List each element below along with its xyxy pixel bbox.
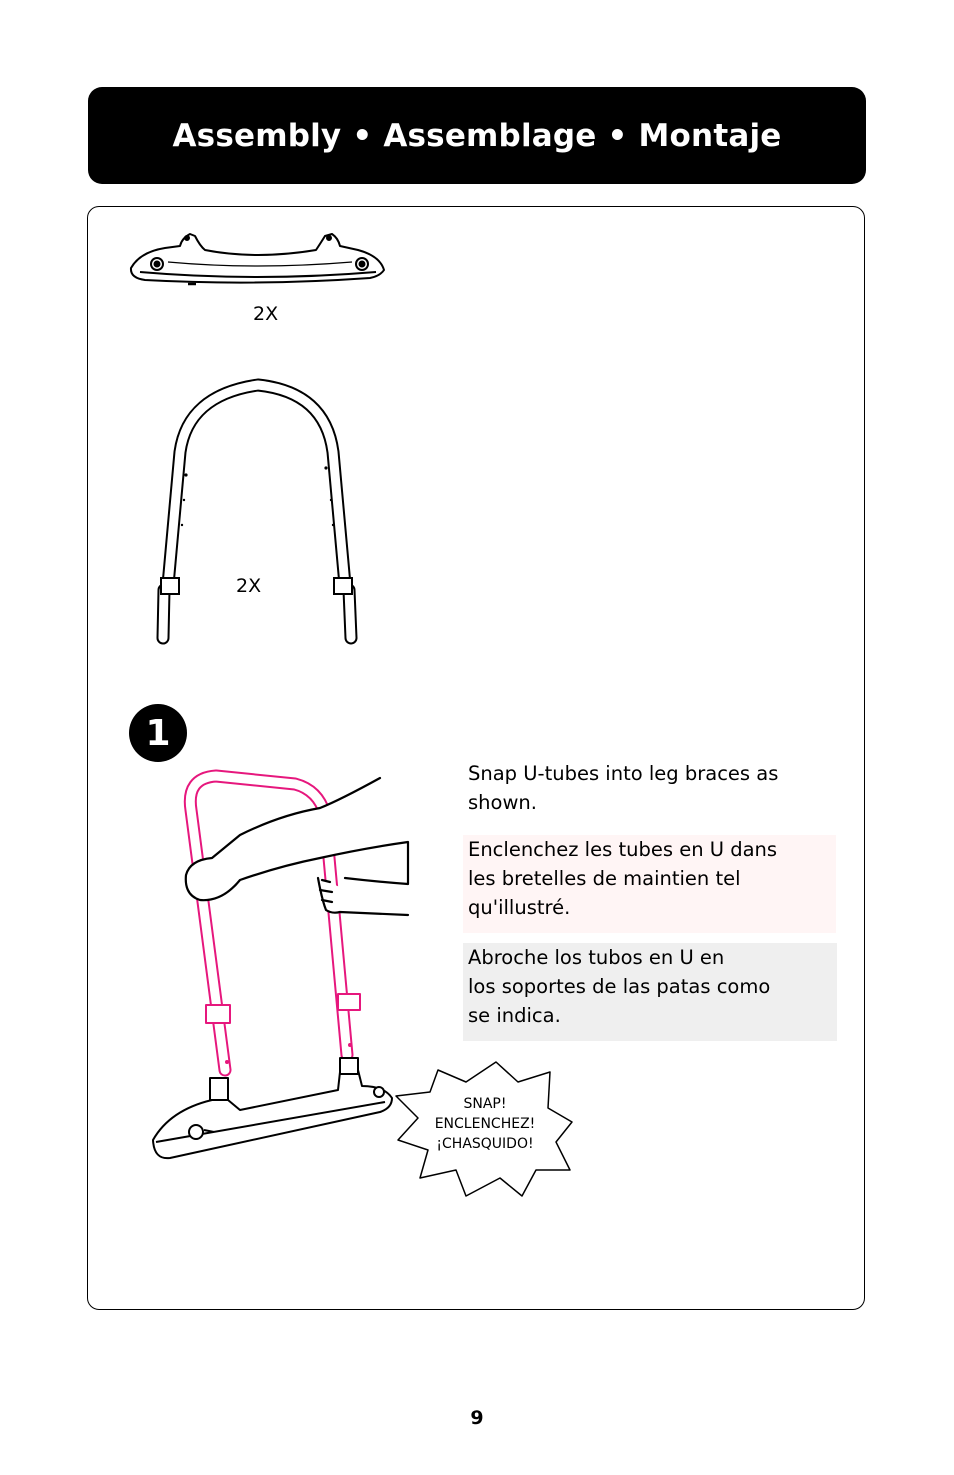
leg-brace-quantity: 2X — [253, 303, 279, 325]
u-tube-illustration — [161, 385, 352, 638]
u-tube-quantity: 2X — [236, 575, 262, 597]
page-number: 9 — [470, 1407, 484, 1429]
page-title: Assembly • Assemblage • Montaje — [172, 117, 782, 154]
leg-brace-illustration — [131, 234, 384, 284]
instruction-spanish: Abroche los tubos en U en los soportes de las patas como se indica. — [468, 946, 771, 1027]
instruction-french: Enclenchez les tubes en U dans les bretelles de maintien tel qu'illustré. — [468, 838, 778, 919]
snap-callout-text: SNAP! ENCLENCHEZ! ¡CHASQUIDO! — [434, 1096, 536, 1152]
instruction-english: Snap U-tubes into leg braces as shown. — [468, 762, 779, 814]
step-number-badge: 1 — [129, 704, 187, 762]
